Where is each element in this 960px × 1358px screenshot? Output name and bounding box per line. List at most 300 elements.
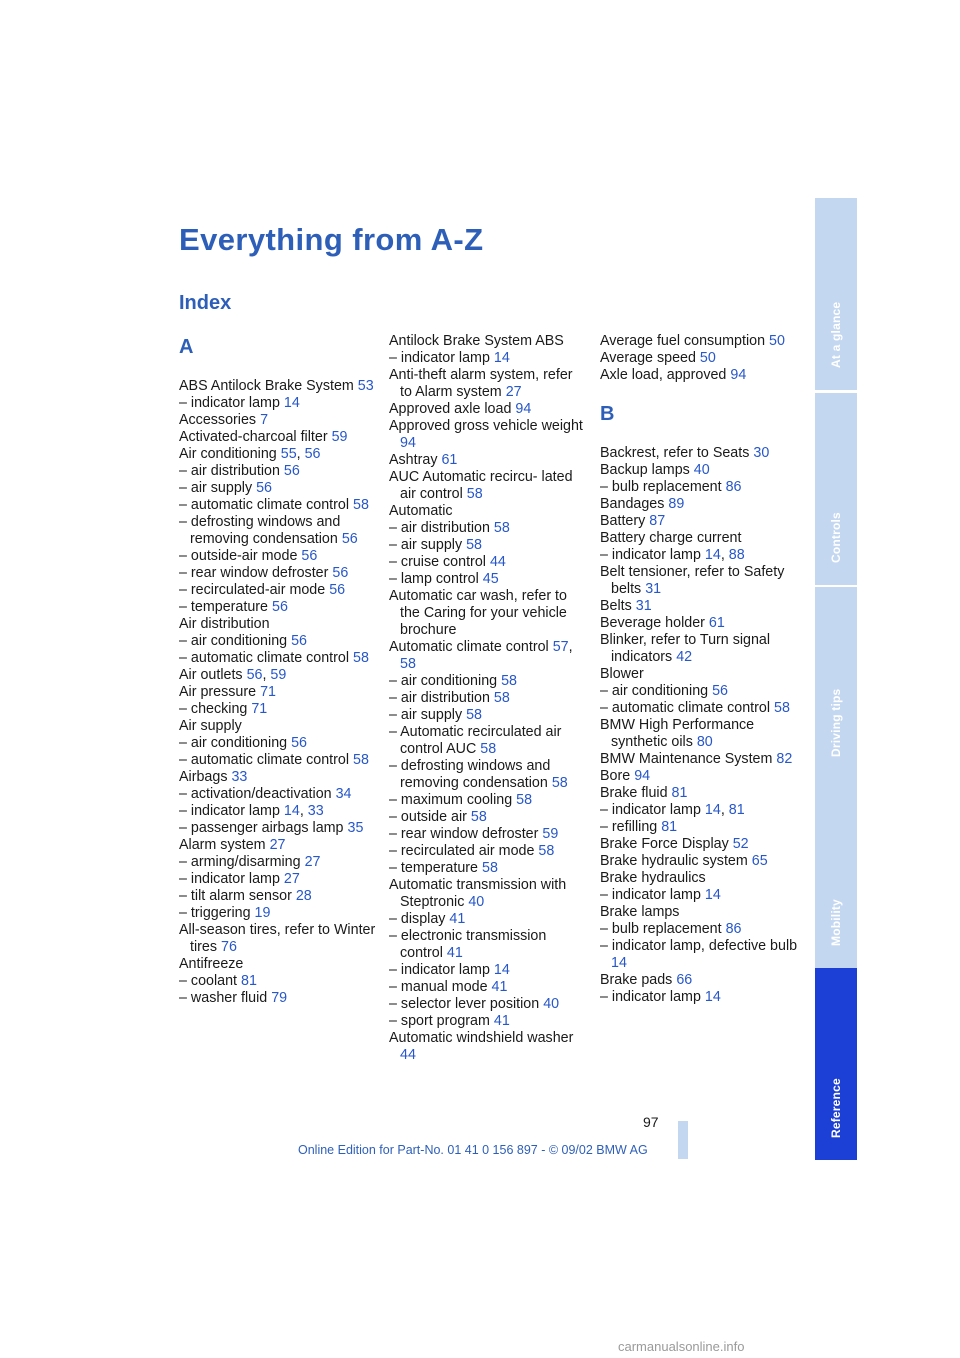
index-entry-text: – air distribution bbox=[179, 463, 280, 479]
index-entry-text: Automatic bbox=[389, 503, 453, 519]
page-reference-link[interactable]: 41 bbox=[449, 911, 466, 927]
index-entry-text: – coolant bbox=[179, 973, 238, 989]
index-entry bbox=[179, 820, 377, 837]
page-reference-link[interactable]: 50 bbox=[699, 350, 716, 366]
index-entry-text: – indicator lamp bbox=[600, 547, 701, 563]
page-reference-link[interactable]: 58 bbox=[774, 700, 790, 716]
index-entry-text: Air pressure bbox=[179, 684, 257, 700]
index-entry bbox=[179, 973, 377, 990]
page-reference-link[interactable]: 40 bbox=[468, 894, 485, 910]
page-reference-link[interactable]: 88 bbox=[728, 547, 745, 563]
index-entry-text: – rear window defroster bbox=[179, 565, 329, 581]
index-entry-text: – sport program bbox=[389, 1013, 490, 1029]
index-entry-text: – automatic climate control bbox=[179, 497, 350, 513]
index-entry bbox=[600, 479, 798, 496]
page-reference-link[interactable]: 86 bbox=[725, 921, 742, 937]
index-entry-text: All-season tires, refer to Winter tires bbox=[179, 922, 376, 955]
index-heading: Index bbox=[179, 292, 232, 314]
tab-mobility[interactable] bbox=[815, 776, 857, 968]
index-entry bbox=[600, 751, 798, 768]
page-reference-link[interactable]: 14 bbox=[493, 350, 510, 366]
index-entry-text: – activation/deactivation bbox=[179, 786, 332, 802]
index-entry-text: – air conditioning bbox=[389, 673, 498, 689]
page-reference-link[interactable]: 94 bbox=[634, 768, 651, 784]
index-entry-text: Air conditioning bbox=[179, 446, 277, 462]
page-reference-link[interactable]: 7 bbox=[260, 412, 269, 428]
page-reference-link[interactable]: 59 bbox=[331, 429, 348, 445]
index-entry-text: Bore bbox=[600, 768, 631, 784]
page-reference-link[interactable]: 58 bbox=[466, 707, 483, 723]
index-entry-text: – indicator lamp bbox=[179, 871, 280, 887]
index-entry bbox=[600, 350, 798, 367]
tab-label: Mobility bbox=[829, 899, 843, 946]
index-entry bbox=[179, 684, 377, 701]
index-entry bbox=[389, 707, 587, 724]
index-entry-text: Blower bbox=[600, 666, 644, 682]
index-entry: – indicator lamp 14, 88 bbox=[600, 547, 745, 563]
index-entry-text: Air distribution bbox=[179, 616, 270, 632]
page-reference-link[interactable]: 27 bbox=[283, 871, 300, 887]
index-entry bbox=[389, 537, 587, 554]
chapter-tabs bbox=[815, 198, 857, 1160]
index-entry bbox=[179, 990, 377, 1007]
index-entry bbox=[389, 520, 587, 537]
index-entry-text: Ashtray bbox=[389, 452, 438, 468]
index-entry bbox=[389, 367, 587, 401]
index-entry-text: – manual mode bbox=[389, 979, 488, 995]
index-entry-text: Automatic transmission with Steptronic bbox=[389, 877, 567, 910]
page-reference-link[interactable]: 14 bbox=[283, 395, 300, 411]
index-column-3 bbox=[600, 333, 798, 1006]
index-entry-text: Air supply bbox=[179, 718, 242, 734]
index-entry-text: Alarm system bbox=[179, 837, 266, 853]
index-entry-text: Antifreeze bbox=[179, 956, 244, 972]
index-entry-text: Brake Force Display bbox=[600, 836, 729, 852]
index-entry-text: – automatic climate control bbox=[600, 700, 771, 716]
index-entry-text: ABS Antilock Brake System bbox=[179, 378, 354, 394]
index-entry-text: – cruise control bbox=[389, 554, 486, 570]
page-reference-link[interactable]: 58 bbox=[466, 486, 483, 502]
page-reference-link[interactable]: 41 bbox=[446, 945, 463, 961]
index-entry-text: Approved axle load bbox=[389, 401, 512, 417]
index-entry bbox=[600, 632, 798, 666]
index-entry-text: – automatic climate control bbox=[179, 752, 350, 768]
index-entry-text: – air supply bbox=[389, 707, 463, 723]
index-entry bbox=[600, 887, 798, 904]
index-entry bbox=[600, 819, 798, 836]
page-reference-link[interactable]: 58 bbox=[501, 673, 517, 689]
index-entry bbox=[179, 854, 377, 871]
page-number-bar bbox=[678, 1121, 688, 1159]
page-reference-link[interactable]: 31 bbox=[635, 598, 652, 614]
index-entry bbox=[389, 979, 587, 996]
index-entry bbox=[600, 513, 798, 530]
index-entry-text: – temperature bbox=[179, 599, 269, 615]
index-entry bbox=[389, 911, 587, 928]
index-entry bbox=[179, 463, 377, 480]
index-entry bbox=[179, 956, 377, 973]
page-reference-link[interactable]: 56 bbox=[291, 633, 307, 649]
page-reference-link[interactable]: 58 bbox=[353, 650, 369, 666]
page-reference-link[interactable]: 55 bbox=[280, 446, 297, 462]
page-reference-link[interactable]: 79 bbox=[271, 990, 288, 1006]
page-reference-link[interactable]: 58 bbox=[353, 752, 369, 768]
index-entry-text: – Automatic recirculated air control AUC bbox=[389, 724, 562, 757]
index-entry bbox=[179, 514, 377, 548]
index-entry-text: – refilling bbox=[600, 819, 658, 835]
page-reference-link[interactable]: 27 bbox=[269, 837, 286, 853]
page-reference-link[interactable]: 33 bbox=[307, 803, 324, 819]
index-entry bbox=[600, 870, 798, 887]
index-entry-text: – recirculated air mode bbox=[389, 843, 535, 859]
index-entry: Air conditioning 55, 56 bbox=[179, 446, 321, 462]
page-reference-link[interactable]: 61 bbox=[441, 452, 458, 468]
index-entry-text: – electronic transmission control bbox=[389, 928, 547, 961]
index-entry bbox=[179, 718, 377, 735]
index-entry bbox=[179, 565, 377, 582]
index-entry-text: – indicator lamp, defective bulb bbox=[600, 938, 798, 954]
index-entry: – indicator lamp 14, 81 bbox=[600, 802, 745, 818]
page-reference-link[interactable]: 31 bbox=[645, 581, 662, 597]
index-entry bbox=[600, 683, 798, 700]
tab-label: At a glance bbox=[829, 301, 843, 368]
index-entry-text: Air outlets bbox=[179, 667, 243, 683]
index-entry-text: – bulb replacement bbox=[600, 921, 722, 937]
page-reference-link[interactable]: 56 bbox=[712, 683, 728, 699]
index-entry-text: – outside air bbox=[389, 809, 467, 825]
page-reference-link[interactable]: 59 bbox=[270, 667, 287, 683]
index-entry-text: – air supply bbox=[179, 480, 253, 496]
page-reference-link[interactable]: 33 bbox=[231, 769, 248, 785]
page-number: 97 bbox=[643, 1114, 659, 1130]
index-entry-text: BMW Maintenance System bbox=[600, 751, 773, 767]
index-entry-text: – selector lever position bbox=[389, 996, 540, 1012]
site-watermark: carmanualsonline.info bbox=[618, 1339, 745, 1354]
index-entry-text: Average speed bbox=[600, 350, 696, 366]
page-reference-link[interactable]: 14 bbox=[704, 802, 721, 818]
index-entry bbox=[179, 735, 377, 752]
index-entry bbox=[600, 666, 798, 683]
index-entry-text: Bandages bbox=[600, 496, 665, 512]
page-reference-link[interactable]: 94 bbox=[515, 401, 532, 417]
index-entry-text: Brake fluid bbox=[600, 785, 668, 801]
page-reference-link[interactable]: 56 bbox=[301, 548, 318, 564]
index-entry bbox=[179, 599, 377, 616]
index-entry bbox=[179, 582, 377, 599]
page-reference-link[interactable]: 58 bbox=[353, 497, 369, 513]
index-entry: – indicator lamp 14, 33 bbox=[179, 803, 324, 819]
index-entry bbox=[389, 724, 587, 758]
page-reference-link[interactable]: 50 bbox=[769, 333, 785, 349]
index-entry bbox=[179, 752, 377, 769]
tab-controls[interactable] bbox=[815, 393, 857, 585]
index-entry bbox=[389, 503, 587, 520]
page-reference-link[interactable]: 65 bbox=[751, 853, 768, 869]
tab-label: Driving tips bbox=[829, 688, 843, 757]
index-entry bbox=[389, 452, 587, 469]
page-reference-link[interactable]: 53 bbox=[357, 378, 374, 394]
index-entry bbox=[179, 922, 377, 956]
index-entry bbox=[389, 758, 587, 792]
index-entry-text: Brake pads bbox=[600, 972, 673, 988]
index-entry-text: Antilock Brake System ABS bbox=[389, 333, 564, 349]
index-entry-text: – defrosting windows and removing condensation bbox=[179, 514, 341, 547]
index-entry bbox=[179, 769, 377, 786]
page-reference-link[interactable]: 14 bbox=[704, 989, 721, 1005]
page-reference-link[interactable]: 58 bbox=[470, 809, 487, 825]
index-entry bbox=[389, 673, 587, 690]
index-entry-text: BMW High Performance synthetic oils bbox=[600, 717, 755, 750]
index-entry bbox=[600, 768, 798, 785]
page-reference-link[interactable]: 58 bbox=[482, 860, 498, 876]
tab-at-a-glance[interactable] bbox=[815, 198, 857, 390]
index-entry bbox=[179, 650, 377, 667]
index-entry-text: Battery charge current bbox=[600, 530, 742, 546]
page-reference-link[interactable]: 45 bbox=[482, 571, 499, 587]
index-entry-text: – indicator lamp bbox=[600, 802, 701, 818]
page-reference-link[interactable]: 58 bbox=[538, 843, 555, 859]
index-entry-text: AUC Automatic recircu- lated air control bbox=[389, 469, 573, 502]
index-entry-text: – triggering bbox=[179, 905, 251, 921]
index-entry bbox=[600, 598, 798, 615]
index-entry bbox=[179, 701, 377, 718]
index-entry bbox=[389, 333, 587, 350]
index-entry bbox=[600, 989, 798, 1006]
index-entry-text: Brake lamps bbox=[600, 904, 680, 920]
page-reference-link[interactable]: 56 bbox=[283, 463, 300, 479]
index-entry bbox=[389, 1013, 587, 1030]
index-entry bbox=[600, 717, 798, 751]
page-reference-link[interactable]: 56 bbox=[304, 446, 321, 462]
index-entry-text: Accessories bbox=[179, 412, 257, 428]
index-entry-text: – air conditioning bbox=[179, 735, 288, 751]
index-entry-text: – maximum cooling bbox=[389, 792, 513, 808]
page-reference-link[interactable]: 40 bbox=[693, 462, 710, 478]
page-reference-link[interactable]: 41 bbox=[493, 1013, 510, 1029]
index-entry-text: – air distribution bbox=[389, 690, 490, 706]
index-entry bbox=[179, 497, 377, 514]
index-entry-text: Brake hydraulics bbox=[600, 870, 706, 886]
page-reference-link[interactable]: 81 bbox=[241, 973, 257, 989]
page-reference-link[interactable]: 35 bbox=[347, 820, 364, 836]
index-entry-text: – indicator lamp bbox=[389, 962, 490, 978]
index-entry-text: – indicator lamp bbox=[389, 350, 490, 366]
index-entry bbox=[389, 401, 587, 418]
index-entry-text: Automatic climate control bbox=[389, 639, 549, 655]
page-reference-link[interactable]: 59 bbox=[542, 826, 559, 842]
page-reference-link[interactable]: 14 bbox=[704, 887, 721, 903]
page-reference-link[interactable]: 52 bbox=[732, 836, 749, 852]
page-reference-link[interactable]: 58 bbox=[480, 741, 497, 757]
index-entry bbox=[600, 333, 798, 350]
page-reference-link[interactable]: 81 bbox=[728, 802, 745, 818]
index-entry bbox=[389, 792, 587, 809]
tab-driving-tips[interactable] bbox=[815, 587, 857, 779]
index-entry bbox=[600, 972, 798, 989]
index-entry-text: – display bbox=[389, 911, 446, 927]
index-entry-text: – indicator lamp bbox=[600, 989, 701, 1005]
index-letter-heading: A bbox=[179, 336, 194, 358]
page-reference-link[interactable]: 81 bbox=[671, 785, 688, 801]
index-entry-text: Anti-theft alarm system, refer to Alarm system bbox=[389, 367, 573, 400]
page-title: Everything from A-Z bbox=[179, 222, 484, 257]
page-reference-link[interactable]: 71 bbox=[251, 701, 268, 717]
index-entry-text: – air distribution bbox=[389, 520, 490, 536]
index-entry: Automatic climate control 57, 58 bbox=[389, 639, 573, 672]
index-entry bbox=[179, 633, 377, 650]
index-entry-text: – air conditioning bbox=[179, 633, 288, 649]
page-reference-link[interactable]: 58 bbox=[493, 520, 510, 536]
index-entry-text: – arming/disarming bbox=[179, 854, 301, 870]
index-entry bbox=[179, 871, 377, 888]
index-entry bbox=[179, 905, 377, 922]
index-entry bbox=[389, 996, 587, 1013]
page-reference-link[interactable]: 71 bbox=[260, 684, 276, 700]
page-reference-link[interactable]: 56 bbox=[272, 599, 288, 615]
index-entry bbox=[179, 837, 377, 854]
index-entry-text: – bulb replacement bbox=[600, 479, 722, 495]
page-reference-link[interactable]: 27 bbox=[304, 854, 321, 870]
index-entry bbox=[389, 418, 587, 452]
page-reference-link[interactable]: 86 bbox=[725, 479, 742, 495]
index-entry-text: – passenger airbags lamp bbox=[179, 820, 344, 836]
edition-footer: Online Edition for Part-No. 01 41 0 156 897 - © 09/02 BMW AG bbox=[298, 1143, 648, 1157]
index-entry-text: Automatic windshield washer bbox=[389, 1030, 574, 1046]
index-entry bbox=[389, 690, 587, 707]
page-reference-link[interactable]: 42 bbox=[676, 649, 693, 665]
index-entry-text: – lamp control bbox=[389, 571, 479, 587]
page-reference-link[interactable]: 76 bbox=[221, 939, 237, 955]
index-entry bbox=[389, 554, 587, 571]
tab-reference[interactable] bbox=[815, 968, 857, 1160]
page-reference-link[interactable]: 30 bbox=[753, 445, 770, 461]
index-entry bbox=[389, 860, 587, 877]
index-entry bbox=[389, 809, 587, 826]
index-entry-text: – air conditioning bbox=[600, 683, 709, 699]
index-entry bbox=[600, 904, 798, 921]
index-entry bbox=[600, 530, 798, 547]
page-reference-link[interactable]: 87 bbox=[649, 513, 666, 529]
index-entry bbox=[389, 469, 587, 503]
index-column-2 bbox=[389, 333, 587, 1064]
page-reference-link[interactable]: 82 bbox=[776, 751, 793, 767]
page-reference-link[interactable]: 58 bbox=[400, 656, 416, 672]
index-entry bbox=[600, 462, 798, 479]
index-entry-text: – indicator lamp bbox=[179, 803, 280, 819]
index-entry bbox=[600, 836, 798, 853]
page-reference-link[interactable]: 40 bbox=[543, 996, 560, 1012]
page-reference-link[interactable]: 56 bbox=[329, 582, 346, 598]
index-entry-text: Approved gross vehicle weight bbox=[389, 418, 583, 434]
index-entry bbox=[389, 571, 587, 588]
page-reference-link[interactable]: 94 bbox=[730, 367, 747, 383]
page-reference-link[interactable]: 58 bbox=[516, 792, 533, 808]
index-column-1 bbox=[179, 333, 377, 1007]
index-entry bbox=[179, 480, 377, 497]
page-reference-link[interactable]: 14 bbox=[611, 955, 627, 971]
index-entry bbox=[600, 367, 798, 384]
index-entry bbox=[179, 786, 377, 803]
page-reference-link[interactable]: 19 bbox=[254, 905, 271, 921]
index-entry-text: Axle load, approved bbox=[600, 367, 727, 383]
index-entry bbox=[389, 350, 587, 367]
index-entry bbox=[179, 378, 377, 395]
page-reference-link[interactable]: 58 bbox=[551, 775, 568, 791]
index-entry bbox=[179, 548, 377, 565]
page-reference-link[interactable]: 58 bbox=[493, 690, 510, 706]
index-entry-text: – automatic climate control bbox=[179, 650, 350, 666]
index-entry-text: Automatic car wash, refer to the Caring for your vehicle brochure bbox=[389, 588, 567, 638]
index-entry bbox=[179, 412, 377, 429]
page-reference-link[interactable]: 14 bbox=[704, 547, 721, 563]
index-entry-text: Belts bbox=[600, 598, 632, 614]
page-reference-link[interactable]: 44 bbox=[400, 1047, 416, 1063]
index-entry bbox=[600, 938, 798, 972]
page-reference-link[interactable]: 61 bbox=[708, 615, 725, 631]
page-reference-link[interactable]: 56 bbox=[341, 531, 358, 547]
index-entry-text: – recirculated-air mode bbox=[179, 582, 326, 598]
index-entry-text: Brake hydraulic system bbox=[600, 853, 748, 869]
index-entry bbox=[389, 588, 587, 639]
page-reference-link[interactable]: 56 bbox=[246, 667, 263, 683]
page-reference-link[interactable]: 41 bbox=[491, 979, 508, 995]
page-reference-link[interactable]: 14 bbox=[283, 803, 300, 819]
index-entry-text: – defrosting windows and removing condensation bbox=[389, 758, 551, 791]
index-entry-text: – rear window defroster bbox=[389, 826, 539, 842]
page-reference-link[interactable]: 56 bbox=[256, 480, 273, 496]
index-entry-text: – air supply bbox=[389, 537, 463, 553]
page-reference-link[interactable]: 28 bbox=[295, 888, 312, 904]
page-reference-link[interactable]: 34 bbox=[335, 786, 352, 802]
index-entry-text: – washer fluid bbox=[179, 990, 268, 1006]
page-reference-link[interactable]: 94 bbox=[400, 435, 416, 451]
index-entry-text: Blinker, refer to Turn signal indicators bbox=[600, 632, 771, 665]
index-entry bbox=[179, 616, 377, 633]
page-reference-link[interactable]: 56 bbox=[291, 735, 307, 751]
index-entry bbox=[389, 962, 587, 979]
index-entry-text: Airbags bbox=[179, 769, 228, 785]
page-reference-link[interactable]: 58 bbox=[466, 537, 483, 553]
index-letter-heading: B bbox=[600, 403, 615, 425]
index-entry-text: – temperature bbox=[389, 860, 479, 876]
index-entry bbox=[600, 496, 798, 513]
page-reference-link[interactable]: 81 bbox=[661, 819, 678, 835]
index-entry-text: – checking bbox=[179, 701, 248, 717]
index-entry-text: Beverage holder bbox=[600, 615, 705, 631]
page-reference-link[interactable]: 57 bbox=[552, 639, 569, 655]
page-reference-link[interactable]: 44 bbox=[489, 554, 506, 570]
index-entry bbox=[600, 564, 798, 598]
index-entry bbox=[600, 785, 798, 802]
index-entry-text: Backup lamps bbox=[600, 462, 690, 478]
index-entry bbox=[389, 928, 587, 962]
page-reference-link[interactable]: 56 bbox=[332, 565, 349, 581]
index-entry bbox=[600, 700, 798, 717]
page-reference-link[interactable]: 89 bbox=[668, 496, 685, 512]
index-entry-text: Average fuel consumption bbox=[600, 333, 766, 349]
page-reference-link[interactable]: 27 bbox=[505, 384, 522, 400]
index-entry-text: Activated-charcoal filter bbox=[179, 429, 328, 445]
index-entry bbox=[389, 1030, 587, 1064]
page-reference-link[interactable]: 14 bbox=[493, 962, 510, 978]
page-reference-link[interactable]: 80 bbox=[696, 734, 713, 750]
index-entry bbox=[600, 615, 798, 632]
tab-label: Controls bbox=[829, 512, 843, 563]
page-reference-link[interactable]: 66 bbox=[676, 972, 693, 988]
index-entry-text: – indicator lamp bbox=[179, 395, 280, 411]
index-entry bbox=[600, 853, 798, 870]
index-entry-text: Battery bbox=[600, 513, 646, 529]
